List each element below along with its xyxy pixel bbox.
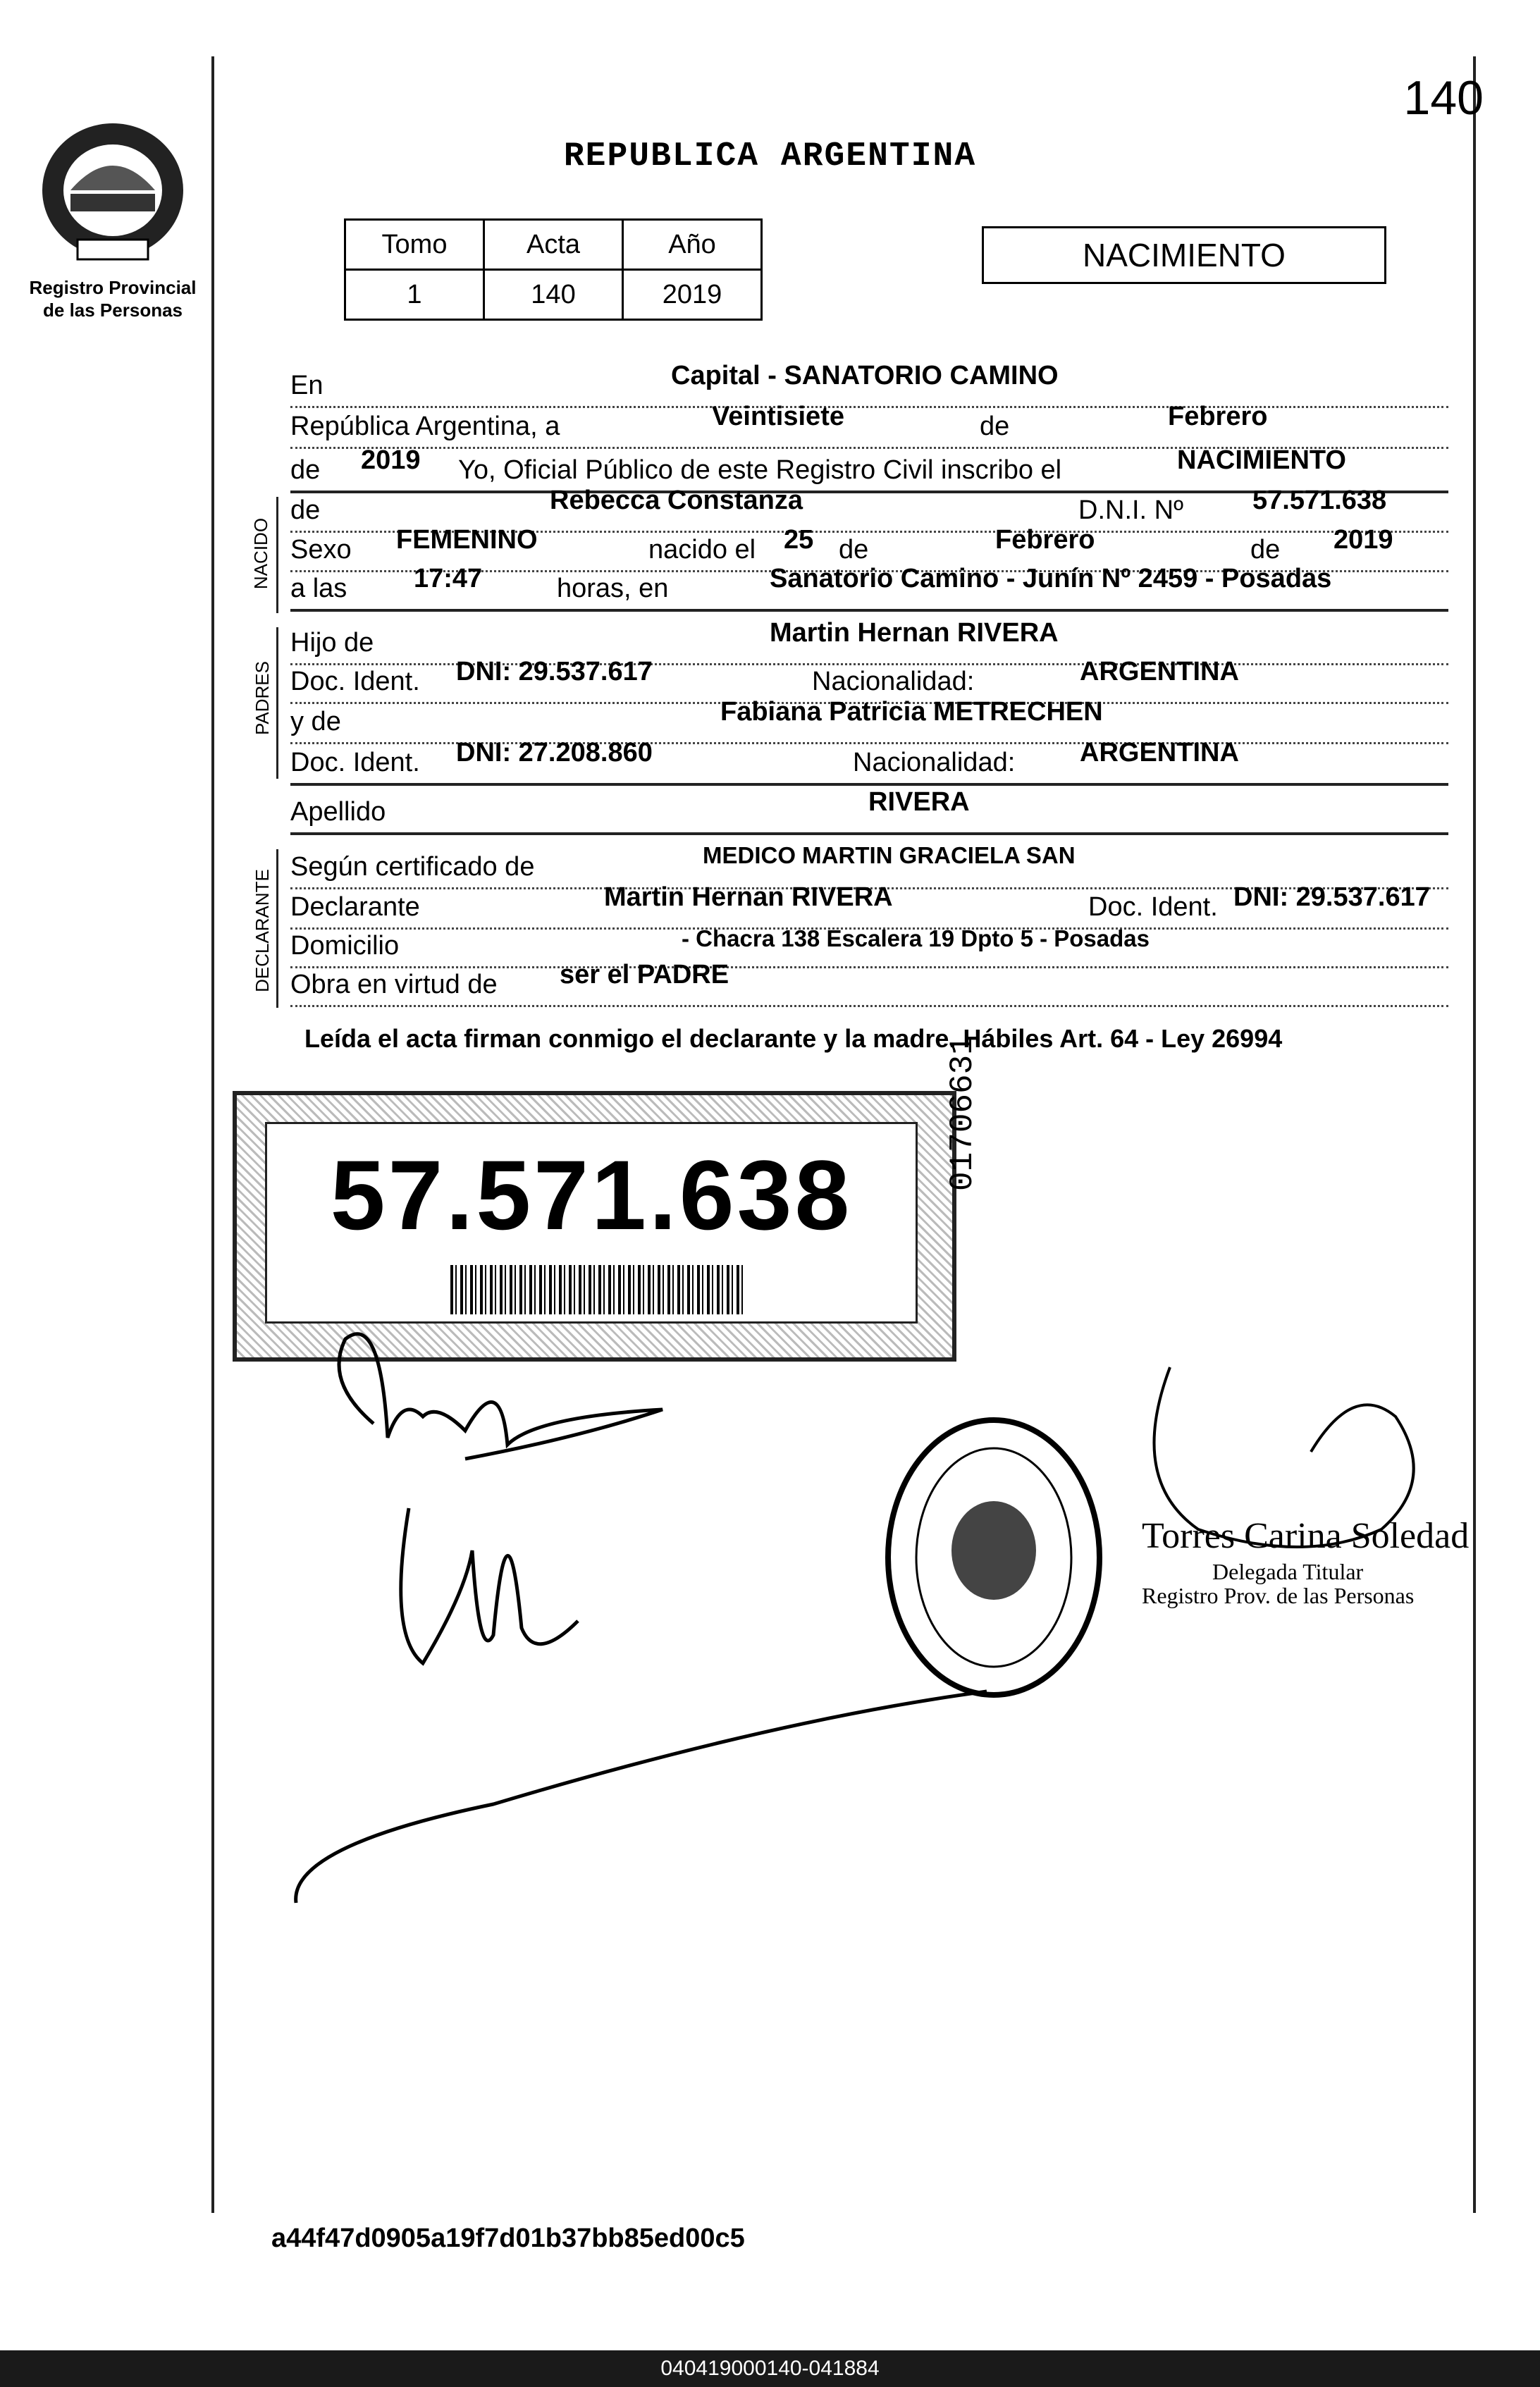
year-value: 2019	[361, 445, 421, 475]
nacido-el-label: nacido el	[648, 535, 756, 565]
declarante-bracket	[276, 849, 278, 1008]
day-value: Veintisiete	[712, 402, 844, 431]
nacido-de-label: de	[290, 495, 321, 525]
horas-label: horas, en	[557, 574, 669, 603]
row-en	[290, 361, 1448, 408]
record-value-acta: 140	[484, 270, 623, 320]
father-doc: DNI: 29.537.617	[456, 657, 653, 686]
nacido-bracket	[276, 497, 278, 613]
declarante-doc-label: Doc. Ident.	[1088, 892, 1218, 922]
dni-sticker-serial: 01706631	[944, 1035, 981, 1191]
mother-name: Fabiana Patricia METRECHEN	[720, 697, 1103, 727]
officer-office: Registro Prov. de las Personas	[1142, 1583, 1415, 1608]
row-mother-doc	[290, 738, 1448, 786]
father-doc-label: Doc. Ident.	[290, 667, 420, 696]
apellido-value: RIVERA	[868, 787, 970, 817]
mother-doc: DNI: 27.208.860	[456, 738, 653, 767]
dni-sticker-inner	[265, 1122, 918, 1324]
record-type-box: NACIMIENTO	[982, 226, 1386, 284]
mother-doc-label: Doc. Ident.	[290, 748, 420, 777]
row-declarante	[290, 882, 1448, 930]
declarante-section-label: DECLARANTE	[251, 869, 273, 992]
document-title: REPUBLICA ARGENTINA	[563, 137, 977, 175]
page-number: 140	[1403, 71, 1484, 125]
hijo-label: Hijo de	[290, 628, 374, 658]
declarante-label: Declarante	[290, 892, 420, 922]
en-label: En	[290, 371, 324, 400]
record-value-tomo: 1	[345, 270, 484, 320]
yde-label: y de	[290, 707, 341, 736]
birth-time: 17:47	[414, 564, 483, 593]
cert-value: MEDICO MARTIN GRACIELA SAN	[703, 842, 1076, 868]
de-label: de	[980, 412, 1010, 441]
child-name: Rebecca Constanza	[550, 486, 803, 515]
birth-day: 25	[784, 525, 814, 555]
closing-note: Leída el acta firman conmigo el declarante y la madre. Hábiles Art. 64 - Ley 26994	[304, 1024, 1283, 1053]
footer-code: 040419000140-041884	[0, 2350, 1540, 2387]
dni-sticker-number: 57.571.638	[330, 1140, 853, 1250]
apellido-label: Apellido	[290, 797, 386, 827]
record-header-tomo: Tomo	[345, 220, 484, 270]
father-nationality: ARGENTINA	[1080, 657, 1239, 686]
birth-month: Febrero	[995, 525, 1095, 555]
declarante-name: Martin Hernan RIVERA	[604, 882, 893, 912]
row-apellido	[290, 787, 1448, 835]
cert-label: Según certificado de	[290, 852, 535, 882]
month-value: Febrero	[1168, 402, 1268, 431]
child-dni: 57.571.638	[1252, 486, 1387, 515]
document-hash: a44f47d0905a19f7d01b37bb85ed00c5	[271, 2223, 745, 2253]
record-header-ano: Año	[623, 220, 762, 270]
registry-line1: Registro Provincial	[29, 277, 197, 298]
obra-value: ser el PADRE	[560, 960, 729, 989]
nacido-de3-label: de	[1250, 535, 1281, 565]
domicilio-value: - Chacra 138 Escalera 19 Dpto 5 - Posadas	[682, 925, 1150, 951]
record-table	[344, 218, 763, 321]
birth-place: Sanatorio Camino - Junín Nº 2459 - Posadas	[770, 564, 1332, 593]
father-nac-label: Nacionalidad:	[812, 667, 975, 696]
province-seal-logo	[28, 113, 197, 268]
record-header-acta: Acta	[484, 220, 623, 270]
republic-label: República Argentina, a	[290, 412, 560, 441]
registry-name	[14, 276, 211, 321]
left-margin-line	[211, 56, 214, 2213]
mother-nationality: ARGENTINA	[1080, 738, 1239, 767]
row-hora	[290, 564, 1448, 612]
registry-line2: de las Personas	[43, 300, 183, 321]
place-value: Capital - SANATORIO CAMINO	[671, 361, 1059, 390]
birth-year: 2019	[1333, 525, 1393, 555]
inscribo-text: Yo, Oficial Público de este Registro Civil inscribo el	[458, 455, 1062, 485]
de2-label: de	[290, 455, 321, 485]
father-name: Martin Hernan RIVERA	[770, 618, 1059, 648]
officer-name: Torres Carina Soledad	[1142, 1516, 1470, 1556]
dni-label: D.N.I. Nº	[1078, 495, 1183, 525]
signatures-and-stamp	[282, 1297, 1480, 1945]
inscribo-value: NACIMIENTO	[1177, 445, 1346, 475]
officer-role: Delegada Titular	[1212, 1559, 1364, 1584]
nacido-section-label: NACIDO	[250, 517, 272, 590]
obra-label: Obra en virtud de	[290, 970, 498, 999]
row-domicilio	[290, 927, 1448, 968]
padres-bracket	[276, 627, 278, 779]
row-obra	[290, 960, 1448, 1007]
alas-label: a las	[290, 574, 347, 603]
nacido-de2-label: de	[839, 535, 869, 565]
declarant-signature	[339, 1334, 663, 1459]
mother-nac-label: Nacionalidad:	[853, 748, 1016, 777]
padres-section-label: PADRES	[252, 661, 273, 735]
mother-signature	[296, 1508, 987, 1903]
domicilio-label: Domicilio	[290, 931, 400, 961]
record-value-ano: 2019	[623, 270, 762, 320]
row-republica	[290, 402, 1448, 449]
sexo-label: Sexo	[290, 535, 352, 565]
declarante-doc: DNI: 29.537.617	[1233, 882, 1430, 912]
sexo-value: FEMENINO	[396, 525, 538, 555]
